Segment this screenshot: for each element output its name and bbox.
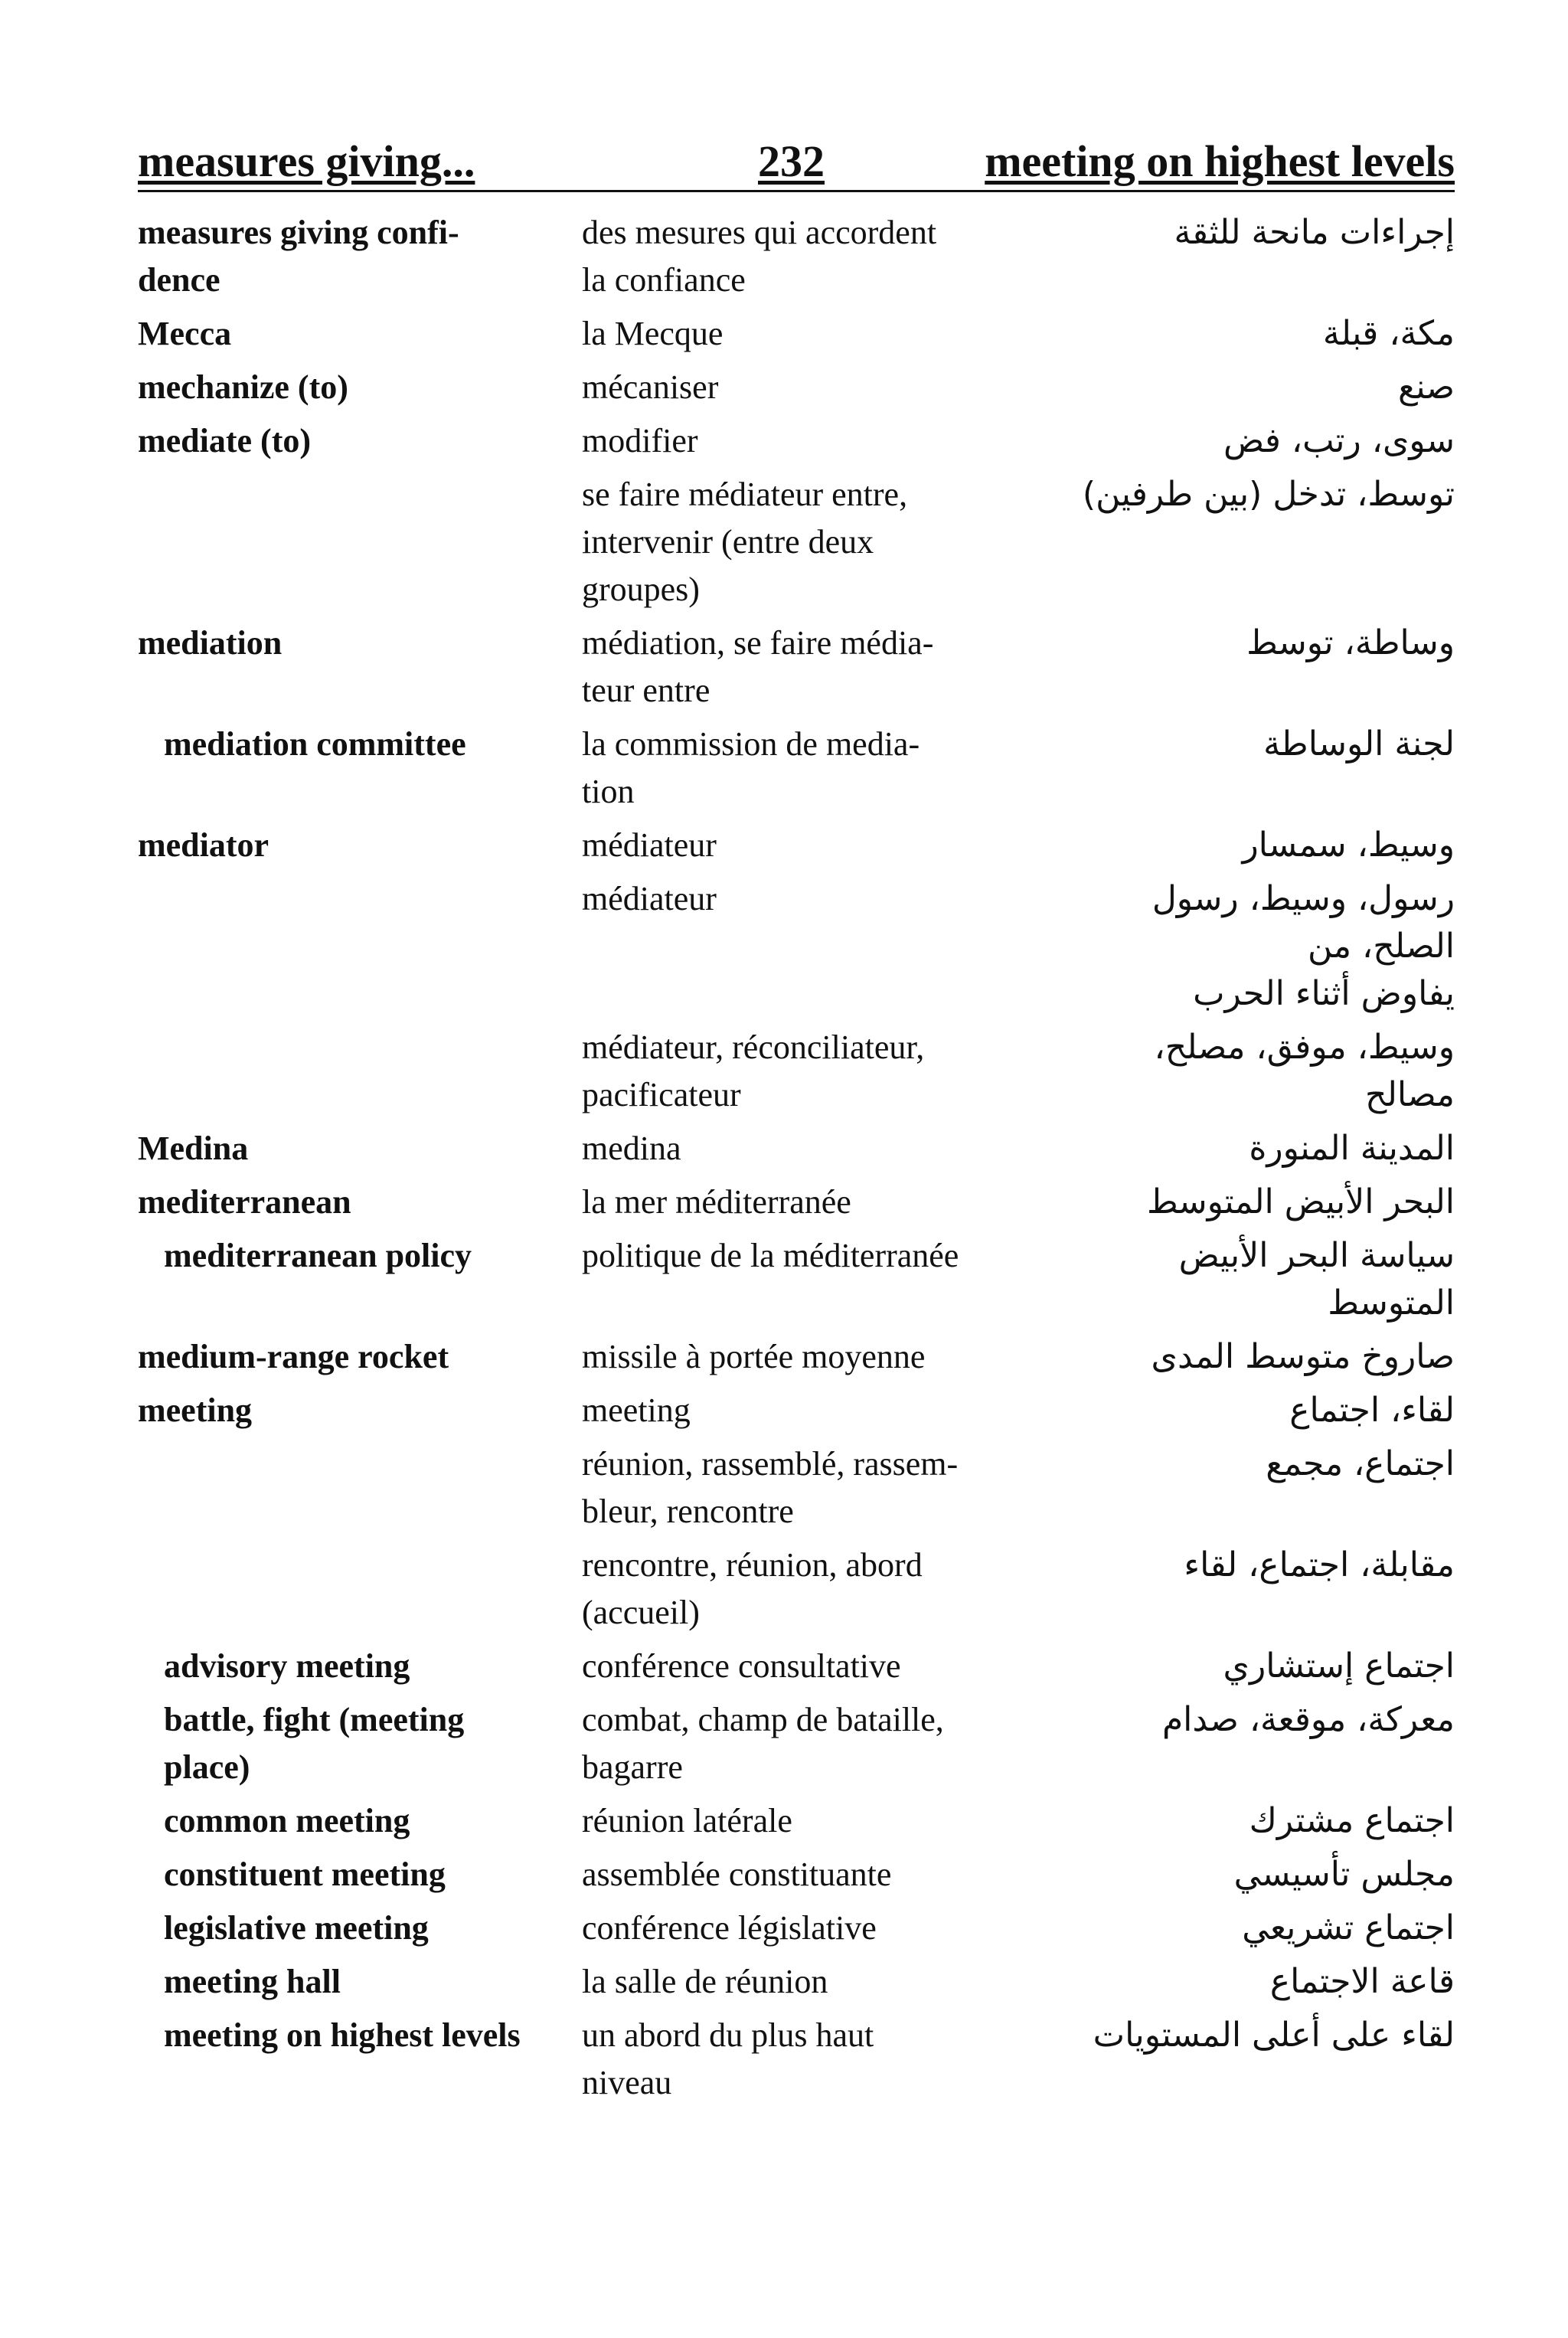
running-head-right: meeting on highest levels — [985, 136, 1455, 186]
arabic-translation: وسيط، موفق، مصلح، مصالح — [1154, 1028, 1455, 1114]
english-term: meeting — [138, 1391, 253, 1429]
french-translation: un abord du plus haut niveau — [582, 2016, 874, 2101]
entry-row — [138, 1327, 1455, 1381]
english-term: mediator — [138, 826, 270, 864]
arabic-translation: معركة، موقعة، صدام — [1161, 1700, 1455, 1739]
english-term: mediterranean — [138, 1183, 351, 1221]
entry-row — [138, 1535, 1455, 1637]
french-translation: mécaniser — [582, 368, 719, 406]
french-translation: conférence consultative — [582, 1647, 901, 1685]
entry-row — [138, 1637, 1455, 1690]
entry-row — [138, 465, 1455, 613]
english-term: meeting hall — [164, 1963, 341, 2000]
arabic-translation: المدينة المنورة — [1249, 1129, 1455, 1168]
entry-row — [138, 304, 1455, 358]
french-translation: la commission de media- tion — [582, 725, 920, 810]
english-term: mediation — [138, 624, 283, 662]
arabic-translation: وسيط، سمسار — [1242, 826, 1455, 865]
arabic-translation: لقاء، اجتماع — [1289, 1391, 1455, 1430]
french-translation: médiation, se faire média- teur entre — [582, 624, 934, 709]
running-head — [138, 123, 1455, 192]
entry-row — [138, 1845, 1455, 1898]
english-term: mediterranean policy — [164, 1237, 472, 1274]
entry-row — [138, 714, 1455, 816]
english-term: legislative meeting — [164, 1909, 429, 1947]
english-term: mechanize (to) — [138, 368, 348, 406]
running-head-left: measures giving... — [138, 136, 475, 186]
english-term: mediate (to) — [138, 422, 312, 459]
french-translation: conférence législative — [582, 1909, 877, 1947]
english-term: Medina — [138, 1130, 249, 1167]
entry-row — [138, 411, 1455, 465]
english-term: common meeting — [164, 1802, 410, 1839]
entry-row — [138, 358, 1455, 411]
arabic-translation: اجتماع إستشاري — [1223, 1646, 1455, 1686]
arabic-translation: رسول، وسيط، رسول الصلح، من يفاوض أثناء الحرب — [1152, 879, 1455, 1013]
english-term: battle, fight (meeting place) — [164, 1701, 465, 1786]
french-translation: réunion latérale — [582, 1802, 792, 1839]
french-translation: assemblée constituante — [582, 1856, 892, 1893]
entry-row — [138, 1690, 1455, 1791]
arabic-translation: لقاء على أعلى المستويات — [1093, 2016, 1455, 2055]
french-translation: réunion, rassemblé, rassem- bleur, rencontre — [582, 1445, 959, 1530]
french-translation: meeting — [582, 1391, 691, 1429]
entry-row — [138, 1226, 1455, 1327]
arabic-translation: صاروخ متوسط المدى — [1151, 1337, 1455, 1376]
entry-row — [138, 1434, 1455, 1535]
arabic-translation: وساطة، توسط — [1246, 623, 1455, 662]
entry-row — [138, 1952, 1455, 2006]
arabic-translation: توسط، تدخل (بين طرفين) — [1082, 475, 1455, 514]
french-translation: médiateur — [582, 880, 717, 917]
french-translation: la salle de réunion — [582, 1963, 828, 2000]
english-term: meeting on highest levels — [164, 2016, 521, 2054]
english-term: constituent meeting — [164, 1856, 446, 1893]
english-term: mediation committee — [164, 725, 466, 763]
arabic-translation: لجنة الوساطة — [1263, 724, 1455, 764]
english-term: Mecca — [138, 315, 232, 352]
entry-row — [138, 2006, 1455, 2107]
french-translation: médiateur — [582, 826, 717, 864]
english-term: medium-range rocket — [138, 1338, 449, 1375]
page-number: 232 — [758, 136, 825, 186]
arabic-translation: سياسة البحر الأبيض المتوسط — [1178, 1236, 1455, 1323]
french-translation: combat, champ de bataille, bagarre — [582, 1701, 944, 1786]
english-term — [138, 869, 582, 875]
arabic-translation: صنع — [1397, 368, 1455, 407]
english-term: advisory meeting — [164, 1647, 410, 1685]
french-translation: missile à portée moyenne — [582, 1338, 926, 1375]
english-term — [138, 1434, 582, 1440]
english-term — [138, 465, 582, 471]
french-translation: la Mecque — [582, 315, 724, 352]
arabic-translation: قاعة الاجتماع — [1269, 1962, 1455, 2001]
french-translation: médiateur, réconciliateur, pacificateur — [582, 1028, 925, 1113]
arabic-translation: اجتماع، مجمع — [1266, 1444, 1455, 1483]
french-translation: politique de la méditerranée — [582, 1237, 959, 1274]
entry-row — [138, 613, 1455, 714]
french-translation: des mesures qui accordent la confiance — [582, 214, 937, 299]
entry-list — [138, 203, 1455, 2107]
french-translation: modifier — [582, 422, 698, 459]
entry-row — [138, 203, 1455, 304]
french-translation: se faire médiateur entre, intervenir (entre deux groupes) — [582, 476, 908, 608]
entry-row — [138, 1381, 1455, 1434]
arabic-translation: إجراءات مانحة للثقة — [1174, 213, 1455, 252]
french-translation: medina — [582, 1130, 681, 1167]
arabic-translation: سوى، رتب، فض — [1223, 421, 1455, 460]
french-translation: la mer méditerranée — [582, 1183, 851, 1221]
dictionary-page — [138, 123, 1455, 2107]
english-term: measures giving confi- dence — [138, 214, 459, 299]
entry-row — [138, 1791, 1455, 1845]
arabic-translation: اجتماع مشترك — [1249, 1801, 1455, 1840]
french-translation: rencontre, réunion, abord (accueil) — [582, 1546, 923, 1631]
arabic-translation: مقابلة، اجتماع، لقاء — [1184, 1545, 1455, 1584]
entry-row — [138, 1898, 1455, 1952]
entry-row — [138, 1172, 1455, 1226]
entry-row — [138, 869, 1455, 1018]
english-term — [138, 1018, 582, 1024]
entry-row — [138, 816, 1455, 869]
arabic-translation: البحر الأبيض المتوسط — [1146, 1182, 1455, 1221]
english-term — [138, 1535, 582, 1542]
entry-row — [138, 1018, 1455, 1119]
arabic-translation: مكة، قبلة — [1322, 314, 1455, 353]
entry-row — [138, 1119, 1455, 1172]
arabic-translation: مجلس تأسيسي — [1233, 1855, 1455, 1894]
arabic-translation: اجتماع تشريعي — [1242, 1908, 1455, 1947]
